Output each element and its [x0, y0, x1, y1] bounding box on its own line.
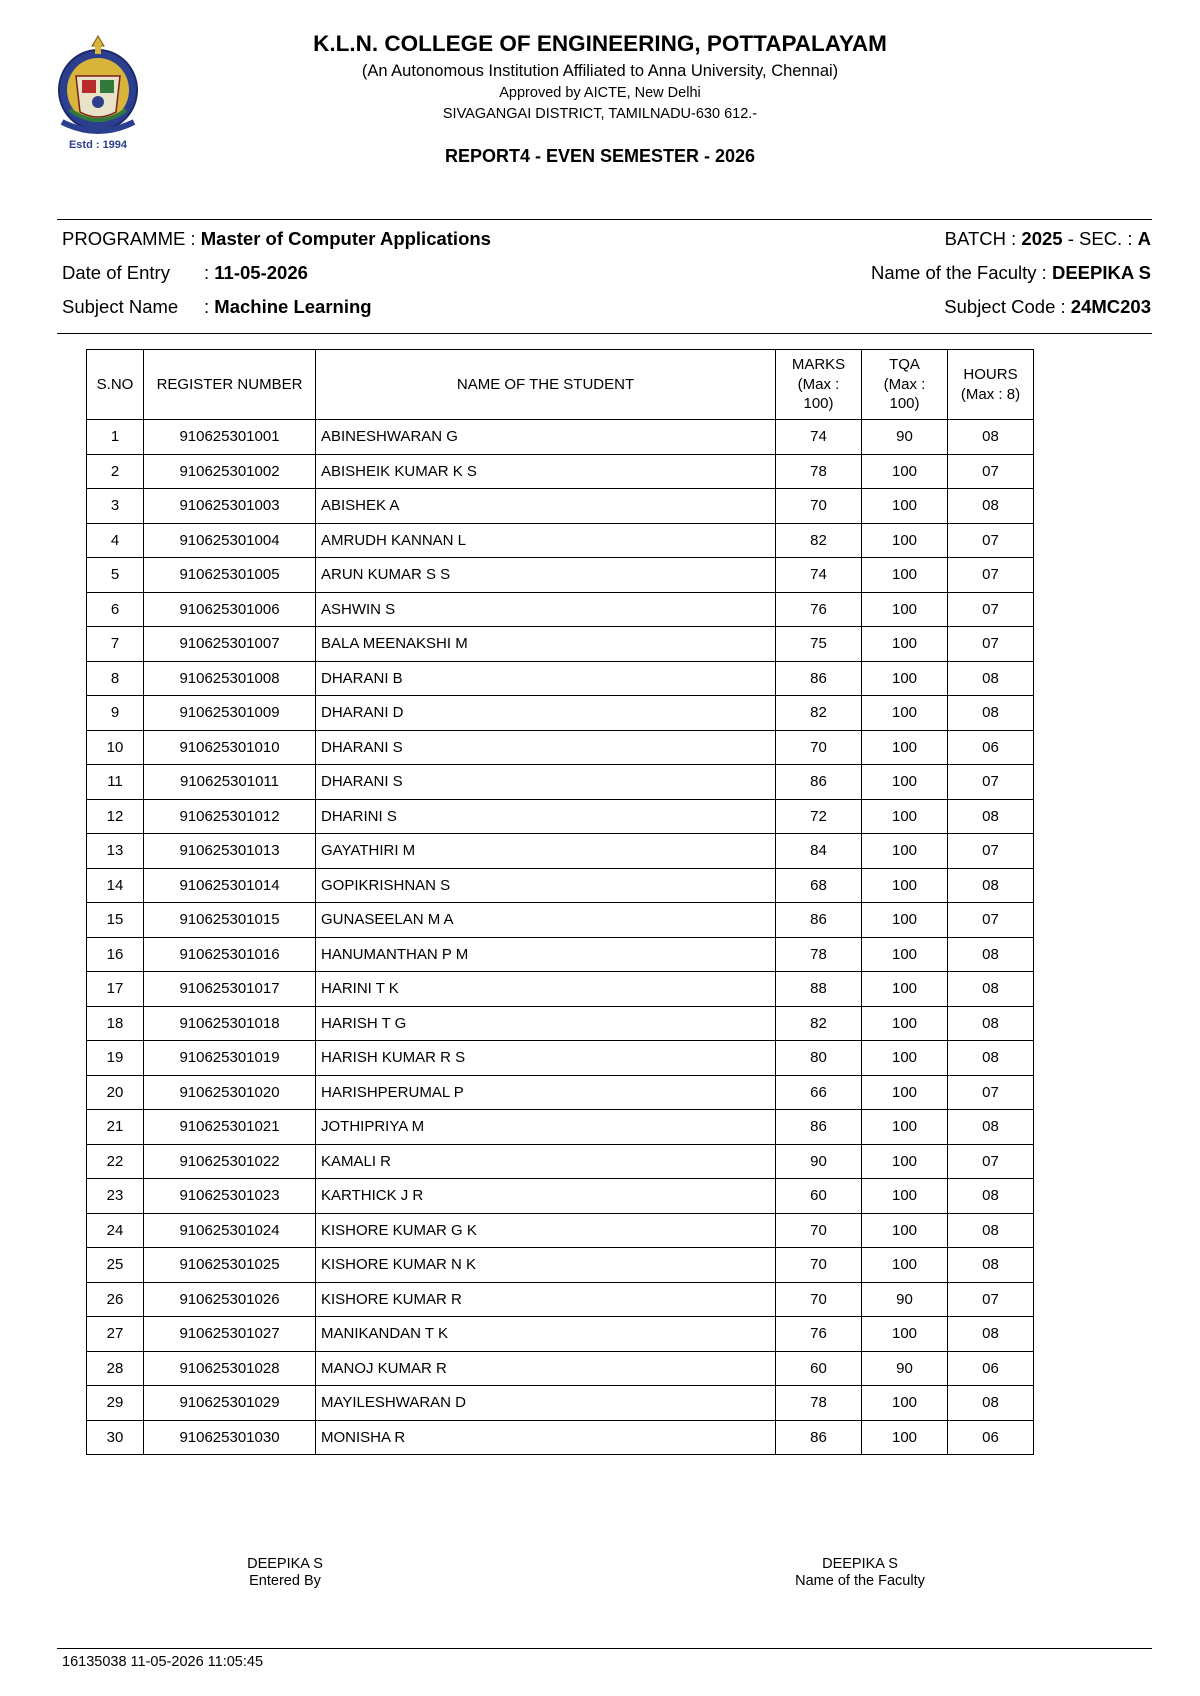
sec-label: - SEC. : [1067, 228, 1133, 249]
cell-tqa: 100 [862, 1420, 948, 1455]
cell-sno: 18 [87, 1006, 144, 1041]
table-row [87, 454, 1034, 489]
cell-student-name: AMRUDH KANNAN L [316, 523, 776, 558]
cell-tqa: 100 [862, 592, 948, 627]
cell-register-number: 910625301004 [144, 523, 316, 558]
table-row [87, 1110, 1034, 1145]
cell-hours: 08 [948, 937, 1034, 972]
cell-tqa: 100 [862, 1144, 948, 1179]
cell-student-name: MANIKANDAN T K [316, 1317, 776, 1352]
cell-register-number: 910625301010 [144, 730, 316, 765]
footer-timestamp: 16135038 11-05-2026 11:05:45 [62, 1654, 264, 1670]
cell-tqa: 100 [862, 1110, 948, 1145]
table-row [87, 1351, 1034, 1386]
subject-separator: : [204, 296, 210, 317]
cell-hours: 07 [948, 834, 1034, 869]
cell-hours: 08 [948, 972, 1034, 1007]
cell-register-number: 910625301011 [144, 765, 316, 800]
table-row [87, 799, 1034, 834]
cell-hours: 07 [948, 558, 1034, 593]
cell-sno: 28 [87, 1351, 144, 1386]
cell-student-name: DHARANI S [316, 730, 776, 765]
header-divider-top [57, 219, 1152, 220]
cell-student-name: KISHORE KUMAR G K [316, 1213, 776, 1248]
cell-marks: 70 [776, 730, 862, 765]
cell-marks: 70 [776, 1282, 862, 1317]
cell-marks: 88 [776, 972, 862, 1007]
cell-marks: 82 [776, 523, 862, 558]
faculty-signature-label: Name of the Faculty [795, 1573, 925, 1589]
header-tqa-line3: 100) [889, 395, 920, 413]
cell-student-name: ASHWIN S [316, 592, 776, 627]
cell-student-name: BALA MEENAKSHI M [316, 627, 776, 662]
cell-student-name: KAMALI R [316, 1144, 776, 1179]
college-affiliation: (An Autonomous Institution Affiliated to Anna University, Chennai) [361, 62, 839, 80]
cell-marks: 75 [776, 627, 862, 662]
date-of-entry-info [62, 262, 308, 284]
college-address: SIVAGANGAI DISTRICT, TAMILNADU-630 612.- [442, 106, 758, 122]
cell-tqa: 100 [862, 903, 948, 938]
cell-sno: 29 [87, 1386, 144, 1421]
cell-register-number: 910625301017 [144, 972, 316, 1007]
table-row [87, 1282, 1034, 1317]
cell-sno: 17 [87, 972, 144, 1007]
college-approval: Approved by AICTE, New Delhi [499, 85, 701, 101]
cell-register-number: 910625301029 [144, 1386, 316, 1421]
cell-sno: 6 [87, 592, 144, 627]
header-marks-line2: (Max : [797, 375, 840, 393]
cell-student-name: DHARANI S [316, 765, 776, 800]
cell-student-name: KISHORE KUMAR N K [316, 1248, 776, 1283]
cell-student-name: ABISHEIK KUMAR K S [316, 454, 776, 489]
cell-tqa: 100 [862, 868, 948, 903]
header-divider-bottom [57, 333, 1152, 334]
cell-student-name: DHARANI D [316, 696, 776, 731]
header-student-name: NAME OF THE STUDENT [316, 350, 776, 420]
table-row [87, 558, 1034, 593]
entered-by-label: Entered By [249, 1573, 321, 1589]
cell-marks: 70 [776, 1213, 862, 1248]
cell-tqa: 100 [862, 1179, 948, 1214]
cell-sno: 14 [87, 868, 144, 903]
cell-sno: 3 [87, 489, 144, 524]
faculty-signature-name: DEEPIKA S [822, 1556, 898, 1572]
cell-sno: 21 [87, 1110, 144, 1145]
cell-register-number: 910625301024 [144, 1213, 316, 1248]
cell-hours: 08 [948, 661, 1034, 696]
header-tqa-line1: TQA [889, 356, 920, 374]
cell-hours: 08 [948, 868, 1034, 903]
entered-by-signature [200, 1556, 370, 1590]
table-row [87, 1213, 1034, 1248]
marks-table [86, 349, 1034, 1455]
cell-tqa: 100 [862, 1006, 948, 1041]
cell-register-number: 910625301025 [144, 1248, 316, 1283]
cell-tqa: 100 [862, 730, 948, 765]
cell-student-name: ABISHEK A [316, 489, 776, 524]
table-row [87, 1041, 1034, 1076]
cell-student-name: GAYATHIRI M [316, 834, 776, 869]
cell-marks: 76 [776, 592, 862, 627]
faculty-label: Name of the Faculty : [871, 262, 1047, 283]
cell-sno: 13 [87, 834, 144, 869]
cell-marks: 84 [776, 834, 862, 869]
date-label: Date of Entry [62, 262, 170, 283]
cell-marks: 80 [776, 1041, 862, 1076]
cell-sno: 27 [87, 1317, 144, 1352]
cell-hours: 06 [948, 1351, 1034, 1386]
cell-sno: 5 [87, 558, 144, 593]
cell-marks: 60 [776, 1179, 862, 1214]
cell-student-name: ARUN KUMAR S S [316, 558, 776, 593]
logo-caption: Estd : 1994 [68, 139, 128, 151]
header-hours-line1: HOURS [963, 366, 1018, 383]
cell-hours: 08 [948, 420, 1034, 455]
cell-register-number: 910625301013 [144, 834, 316, 869]
cell-hours: 08 [948, 1213, 1034, 1248]
cell-marks: 66 [776, 1075, 862, 1110]
header-marks-line1: MARKS [791, 356, 846, 374]
header-tqa [862, 350, 948, 420]
subject-code-label: Subject Code : [944, 296, 1066, 317]
cell-student-name: MAYILESHWARAN D [316, 1386, 776, 1421]
table-row [87, 592, 1034, 627]
cell-marks: 86 [776, 661, 862, 696]
table-row [87, 730, 1034, 765]
table-row [87, 1144, 1034, 1179]
table-header-row [87, 350, 1034, 420]
entered-by-name: DEEPIKA S [247, 1556, 323, 1572]
cell-student-name: KISHORE KUMAR R [316, 1282, 776, 1317]
cell-register-number: 910625301030 [144, 1420, 316, 1455]
cell-tqa: 100 [862, 558, 948, 593]
cell-register-number: 910625301023 [144, 1179, 316, 1214]
cell-register-number: 910625301027 [144, 1317, 316, 1352]
cell-hours: 08 [948, 1041, 1034, 1076]
date-separator: : [204, 262, 210, 283]
cell-register-number: 910625301026 [144, 1282, 316, 1317]
cell-student-name: HARISH KUMAR R S [316, 1041, 776, 1076]
cell-sno: 9 [87, 696, 144, 731]
cell-marks: 70 [776, 489, 862, 524]
cell-marks: 74 [776, 420, 862, 455]
table-row [87, 1006, 1034, 1041]
table-row [87, 420, 1034, 455]
header-tqa-line2: (Max : [883, 375, 926, 393]
table-row [87, 1420, 1034, 1455]
cell-tqa: 100 [862, 765, 948, 800]
subject-value: Machine Learning [214, 296, 372, 317]
programme-info [62, 228, 491, 250]
header-hours [948, 350, 1034, 420]
cell-marks: 78 [776, 454, 862, 489]
cell-student-name: DHARANI B [316, 661, 776, 696]
batch-info [945, 228, 1151, 250]
cell-marks: 78 [776, 1386, 862, 1421]
cell-marks: 74 [776, 558, 862, 593]
cell-sno: 2 [87, 454, 144, 489]
cell-tqa: 100 [862, 937, 948, 972]
cell-hours: 07 [948, 1075, 1034, 1110]
header-marks-line3: 100) [803, 395, 834, 413]
cell-sno: 10 [87, 730, 144, 765]
cell-register-number: 910625301005 [144, 558, 316, 593]
cell-register-number: 910625301003 [144, 489, 316, 524]
cell-tqa: 90 [862, 1282, 948, 1317]
cell-tqa: 100 [862, 454, 948, 489]
cell-student-name: GUNASEELAN M A [316, 903, 776, 938]
table-row [87, 834, 1034, 869]
cell-marks: 86 [776, 765, 862, 800]
cell-tqa: 100 [862, 834, 948, 869]
table-row [87, 627, 1034, 662]
cell-register-number: 910625301020 [144, 1075, 316, 1110]
footer-divider [57, 1648, 1152, 1649]
cell-tqa: 100 [862, 1317, 948, 1352]
cell-marks: 78 [776, 937, 862, 972]
table-row [87, 1179, 1034, 1214]
cell-register-number: 910625301018 [144, 1006, 316, 1041]
cell-sno: 11 [87, 765, 144, 800]
cell-student-name: HARINI T K [316, 972, 776, 1007]
cell-tqa: 100 [862, 1213, 948, 1248]
cell-hours: 07 [948, 627, 1034, 662]
cell-register-number: 910625301016 [144, 937, 316, 972]
cell-hours: 08 [948, 1110, 1034, 1145]
cell-register-number: 910625301002 [144, 454, 316, 489]
cell-tqa: 100 [862, 489, 948, 524]
cell-hours: 07 [948, 454, 1034, 489]
cell-hours: 08 [948, 1317, 1034, 1352]
marks-table-body [87, 420, 1034, 1455]
report-title: REPORT4 - EVEN SEMESTER - 2026 [444, 146, 756, 166]
cell-sno: 7 [87, 627, 144, 662]
cell-student-name: GOPIKRISHNAN S [316, 868, 776, 903]
faculty-value: DEEPIKA S [1051, 262, 1151, 283]
cell-sno: 1 [87, 420, 144, 455]
cell-hours: 07 [948, 523, 1034, 558]
cell-tqa: 100 [862, 696, 948, 731]
cell-student-name: HARISH T G [316, 1006, 776, 1041]
batch-value: 2025 [1021, 228, 1063, 249]
sec-value: A [1137, 228, 1151, 249]
cell-sno: 12 [87, 799, 144, 834]
cell-register-number: 910625301014 [144, 868, 316, 903]
cell-register-number: 910625301019 [144, 1041, 316, 1076]
cell-sno: 26 [87, 1282, 144, 1317]
cell-tqa: 100 [862, 1075, 948, 1110]
table-row [87, 1248, 1034, 1283]
cell-sno: 19 [87, 1041, 144, 1076]
batch-label: BATCH : [944, 228, 1017, 249]
cell-tqa: 100 [862, 1041, 948, 1076]
cell-sno: 24 [87, 1213, 144, 1248]
cell-sno: 4 [87, 523, 144, 558]
cell-student-name: KARTHICK J R [316, 1179, 776, 1214]
cell-hours: 08 [948, 1006, 1034, 1041]
subject-code-info [944, 296, 1151, 318]
date-value: 11-05-2026 [214, 262, 308, 283]
cell-register-number: 910625301008 [144, 661, 316, 696]
cell-register-number: 910625301009 [144, 696, 316, 731]
table-row [87, 696, 1034, 731]
cell-student-name: HARISHPERUMAL P [316, 1075, 776, 1110]
cell-student-name: DHARINI S [316, 799, 776, 834]
cell-hours: 07 [948, 903, 1034, 938]
table-row [87, 1386, 1034, 1421]
cell-tqa: 100 [862, 661, 948, 696]
cell-sno: 22 [87, 1144, 144, 1179]
cell-sno: 15 [87, 903, 144, 938]
cell-sno: 20 [87, 1075, 144, 1110]
cell-student-name: HANUMANTHAN P M [316, 937, 776, 972]
college-name: K.L.N. COLLEGE OF ENGINEERING, POTTAPALAYAM [313, 31, 887, 56]
cell-student-name: MONISHA R [316, 1420, 776, 1455]
cell-sno: 25 [87, 1248, 144, 1283]
cell-hours: 08 [948, 1179, 1034, 1214]
cell-sno: 8 [87, 661, 144, 696]
cell-sno: 30 [87, 1420, 144, 1455]
cell-tqa: 100 [862, 799, 948, 834]
cell-hours: 08 [948, 1386, 1034, 1421]
cell-hours: 06 [948, 1420, 1034, 1455]
cell-student-name: MANOJ KUMAR R [316, 1351, 776, 1386]
header-register-number: REGISTER NUMBER [144, 350, 316, 420]
cell-register-number: 910625301015 [144, 903, 316, 938]
cell-register-number: 910625301021 [144, 1110, 316, 1145]
cell-register-number: 910625301012 [144, 799, 316, 834]
cell-sno: 16 [87, 937, 144, 972]
cell-hours: 08 [948, 489, 1034, 524]
cell-sno: 23 [87, 1179, 144, 1214]
programme-value: Master of Computer Applications [200, 228, 491, 249]
cell-hours: 07 [948, 1144, 1034, 1179]
subject-code-value: 24MC203 [1070, 296, 1151, 317]
cell-marks: 68 [776, 868, 862, 903]
cell-tqa: 100 [862, 523, 948, 558]
header-marks [776, 350, 862, 420]
faculty-info [871, 262, 1151, 284]
cell-register-number: 910625301006 [144, 592, 316, 627]
cell-tqa: 100 [862, 627, 948, 662]
subject-label: Subject Name [62, 296, 179, 317]
table-row [87, 868, 1034, 903]
faculty-signature [760, 1556, 960, 1590]
cell-hours: 08 [948, 799, 1034, 834]
cell-marks: 60 [776, 1351, 862, 1386]
cell-marks: 86 [776, 903, 862, 938]
cell-tqa: 90 [862, 1351, 948, 1386]
cell-tqa: 100 [862, 972, 948, 1007]
cell-hours: 07 [948, 1282, 1034, 1317]
cell-marks: 86 [776, 1110, 862, 1145]
table-row [87, 765, 1034, 800]
cell-hours: 07 [948, 765, 1034, 800]
header-hours-line2: (Max : 8) [960, 385, 1021, 403]
cell-register-number: 910625301001 [144, 420, 316, 455]
table-row [87, 972, 1034, 1007]
subject-name-info [62, 296, 372, 318]
cell-tqa: 90 [862, 420, 948, 455]
cell-marks: 76 [776, 1317, 862, 1352]
cell-tqa: 100 [862, 1386, 948, 1421]
table-row [87, 489, 1034, 524]
table-row [87, 523, 1034, 558]
cell-student-name: JOTHIPRIYA M [316, 1110, 776, 1145]
table-row [87, 661, 1034, 696]
cell-register-number: 910625301007 [144, 627, 316, 662]
cell-marks: 82 [776, 1006, 862, 1041]
cell-tqa: 100 [862, 1248, 948, 1283]
cell-hours: 07 [948, 592, 1034, 627]
header-sno: S.NO [87, 350, 144, 420]
cell-marks: 90 [776, 1144, 862, 1179]
cell-register-number: 910625301028 [144, 1351, 316, 1386]
table-row [87, 937, 1034, 972]
table-row [87, 1317, 1034, 1352]
cell-hours: 06 [948, 730, 1034, 765]
cell-marks: 82 [776, 696, 862, 731]
cell-marks: 70 [776, 1248, 862, 1283]
cell-student-name: ABINESHWARAN G [316, 420, 776, 455]
cell-marks: 72 [776, 799, 862, 834]
table-row [87, 1075, 1034, 1110]
cell-hours: 08 [948, 1248, 1034, 1283]
cell-marks: 86 [776, 1420, 862, 1455]
programme-label: PROGRAMME : [62, 228, 196, 249]
cell-hours: 08 [948, 696, 1034, 731]
cell-register-number: 910625301022 [144, 1144, 316, 1179]
table-row [87, 903, 1034, 938]
